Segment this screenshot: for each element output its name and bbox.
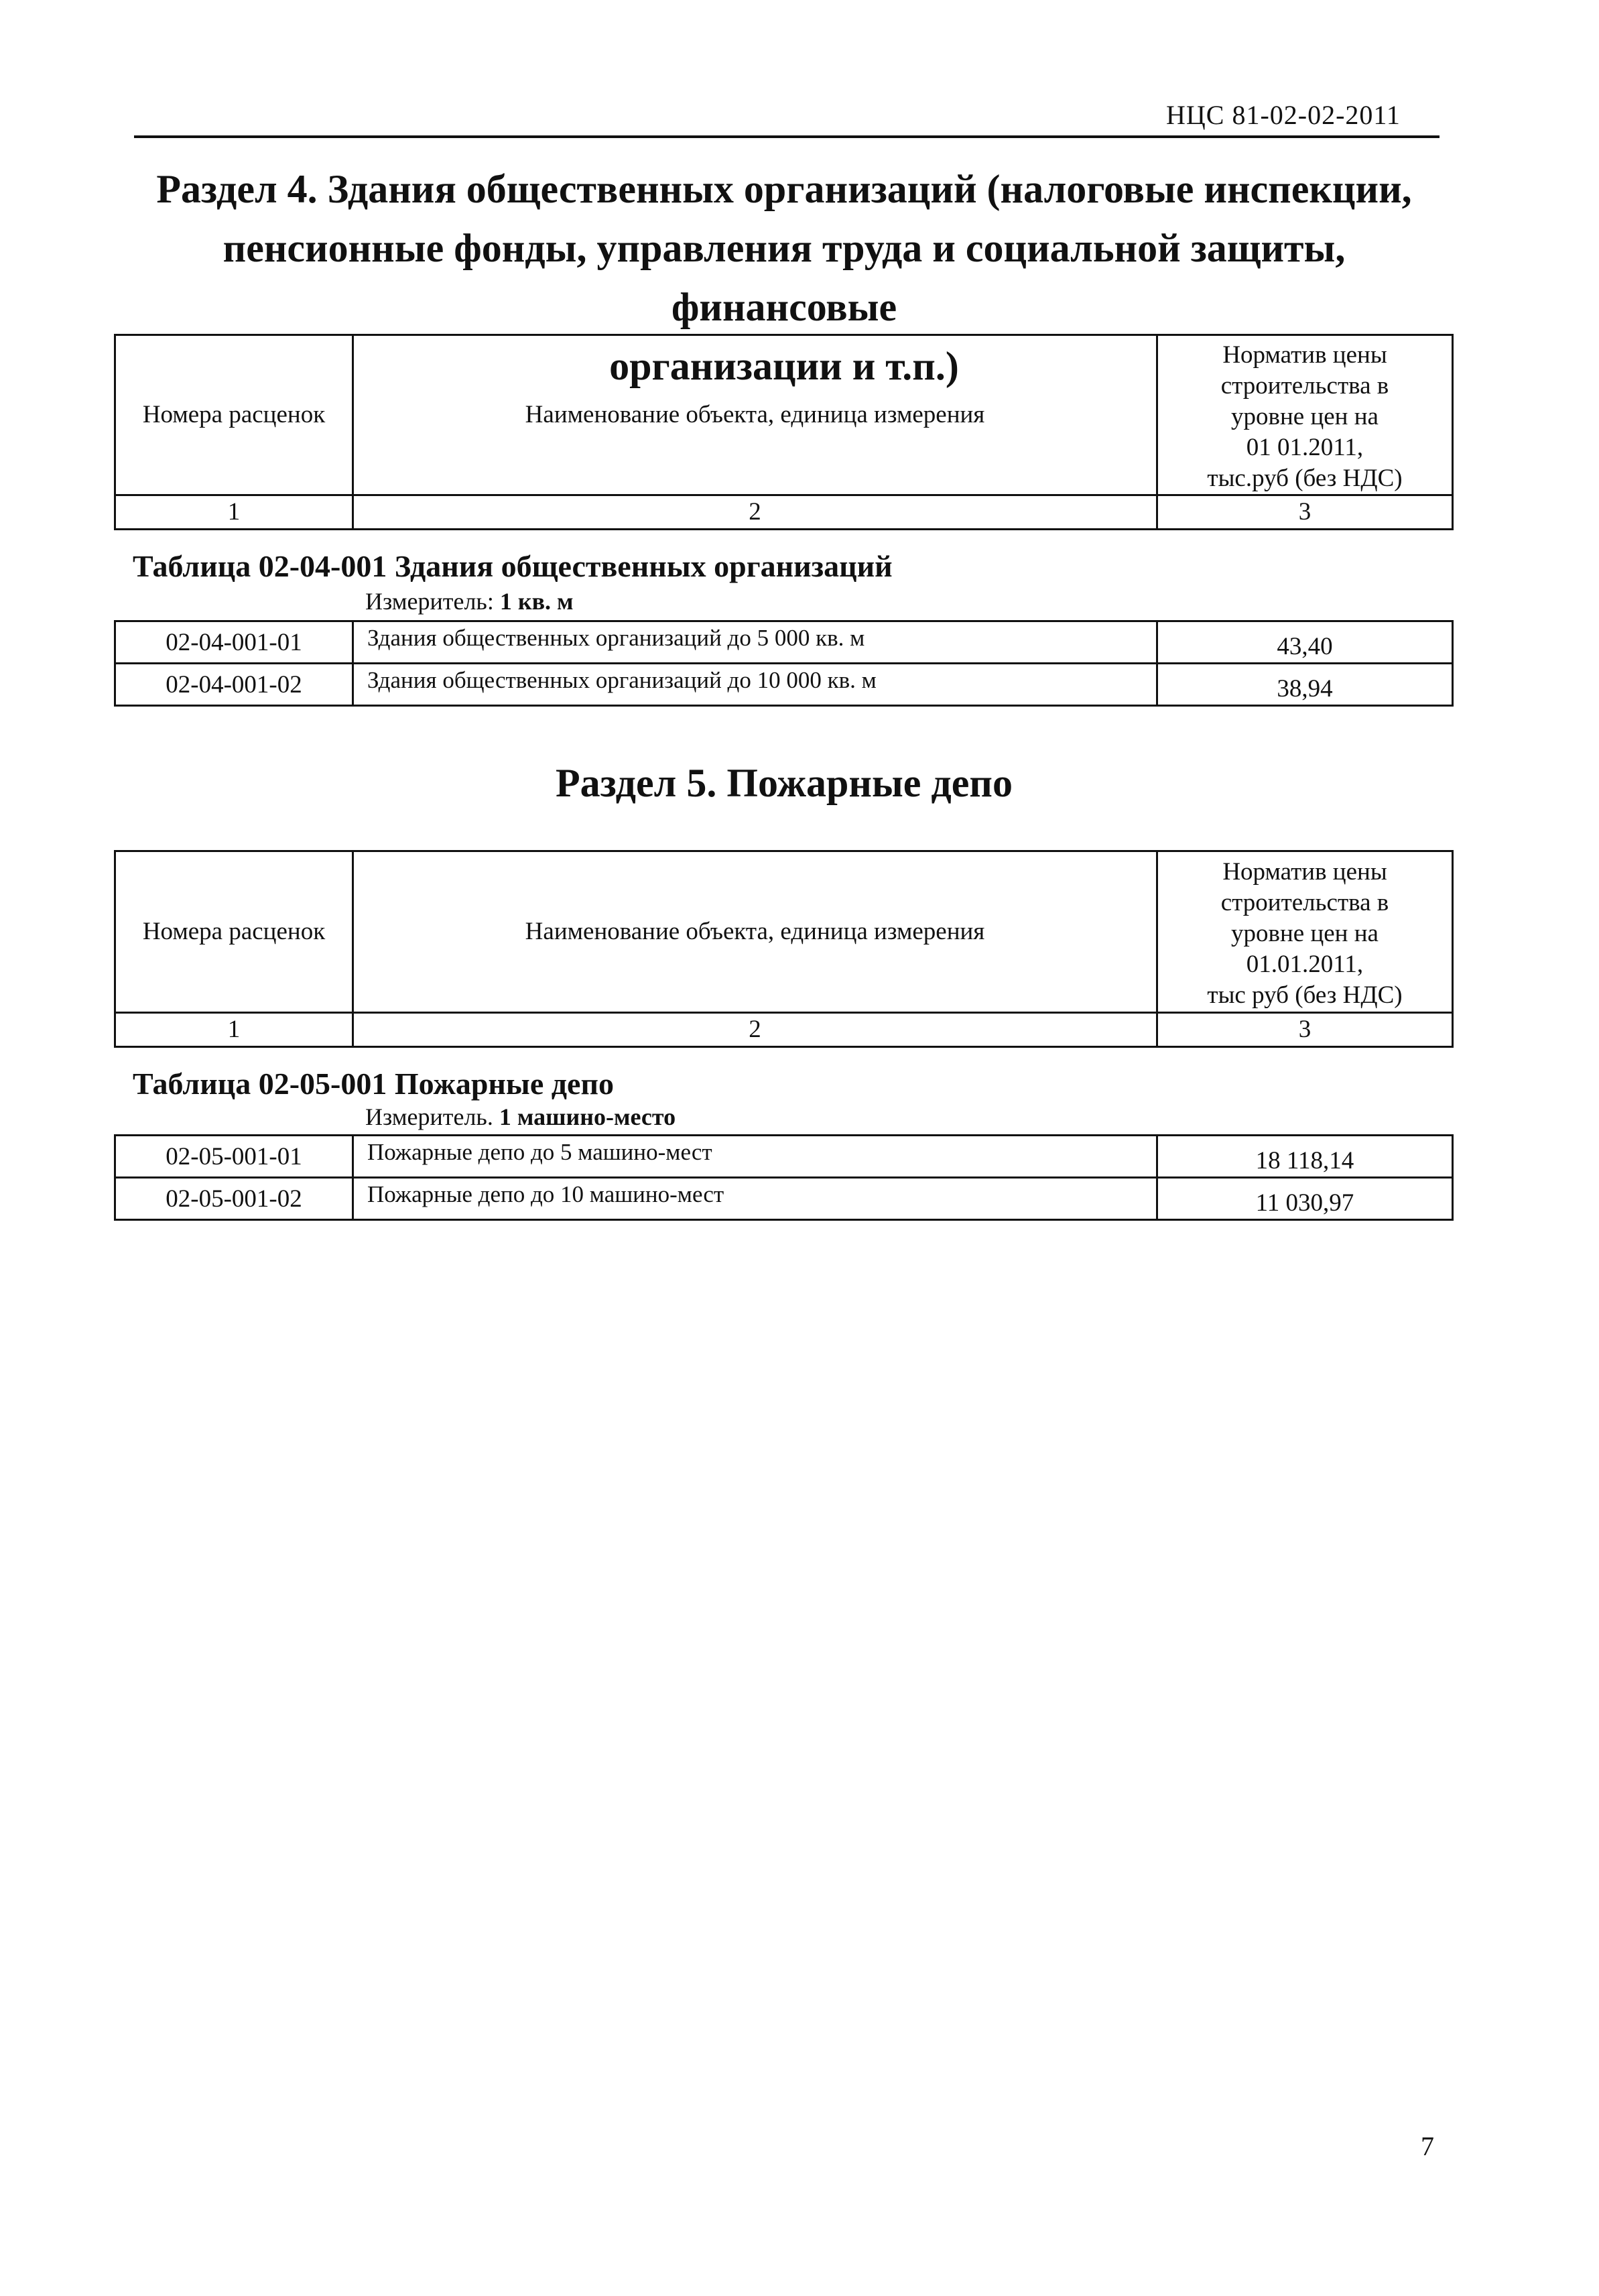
norm-line: уровне цен на <box>1231 920 1379 947</box>
row-value: 18 118,14 <box>1157 1136 1453 1178</box>
measure-value: 1 машино-место <box>499 1103 676 1130</box>
document-code: НЦС 81-02-02-2011 <box>1166 100 1401 130</box>
section-4-title-line-2: пенсионные фонды, управления труда и социальной защиты, финансовые <box>222 226 1346 329</box>
table-02-05-001 <box>114 1134 1454 1221</box>
row-value: 38,94 <box>1157 664 1453 706</box>
norm-line: Норматив цены <box>1222 858 1387 886</box>
column-number: 1 <box>115 1013 353 1047</box>
section-4-header-table <box>114 334 1454 530</box>
table-row <box>115 1178 1453 1220</box>
norm-line: 01 01.2011, <box>1246 434 1364 461</box>
row-code: 02-04-001-01 <box>115 621 353 664</box>
header-col-codes: Номера расценок <box>115 335 353 495</box>
column-number: 3 <box>1157 495 1453 530</box>
measure-value: 1 кв. м <box>499 588 574 615</box>
column-number: 2 <box>353 495 1157 530</box>
header-col-name: Наименование объекта, единица измерения <box>353 335 1157 495</box>
column-number-row <box>115 495 1453 530</box>
measure-unit <box>365 1103 676 1131</box>
section-4-title-line-1: Раздел 4. Здания общественных организаций (налоговые инспекции, <box>156 167 1412 211</box>
table-02-04-001 <box>114 620 1454 707</box>
norm-line: тыс.руб (без НДС) <box>1207 465 1403 492</box>
header-col-name: Наименование объекта, единица измерения <box>353 851 1157 1013</box>
header-row <box>115 851 1453 1013</box>
section-4-title-line-3: организации и т.п.) <box>609 344 959 388</box>
header-col-codes: Номера расценок <box>115 851 353 1013</box>
measure-label: Измеритель. <box>365 1103 493 1130</box>
header-row <box>115 335 1453 495</box>
table-row <box>115 1136 1453 1178</box>
header-col-norm <box>1157 851 1453 1013</box>
norm-line: уровне цен на <box>1231 403 1379 430</box>
table-02-05-001-title: Таблица 02-05-001 Пожарные депо <box>133 1067 614 1101</box>
table-row <box>115 664 1453 706</box>
header-col-norm <box>1157 335 1453 495</box>
row-name: Пожарные депо до 5 машино-мест <box>353 1136 1157 1178</box>
row-code: 02-05-001-02 <box>115 1178 353 1220</box>
page-number: 7 <box>1421 2131 1434 2161</box>
row-name: Здания общественных организаций до 10 000 кв. м <box>353 664 1157 706</box>
row-value: 11 030,97 <box>1157 1178 1453 1220</box>
norm-line: строительства в <box>1220 889 1389 916</box>
row-name: Здания общественных организаций до 5 000 кв. м <box>353 621 1157 664</box>
measure-label: Измеритель: <box>365 588 494 615</box>
norm-line: строительства в <box>1220 372 1389 400</box>
table-02-04-001-title: Таблица 02-04-001 Здания общественных организаций <box>133 549 893 583</box>
measure-unit <box>365 587 574 615</box>
table-row <box>115 621 1453 664</box>
row-name: Пожарные депо до 10 машино-мест <box>353 1178 1157 1220</box>
column-number-row <box>115 1013 1453 1047</box>
row-code: 02-05-001-01 <box>115 1136 353 1178</box>
section-5-title: Раздел 5. Пожарные депо <box>556 761 1013 805</box>
norm-line: тыс руб (без НДС) <box>1207 981 1403 1009</box>
norm-line: 01.01.2011, <box>1246 951 1364 978</box>
column-number: 1 <box>115 495 353 530</box>
header-rule <box>134 135 1440 138</box>
row-value: 43,40 <box>1157 621 1453 664</box>
column-number: 3 <box>1157 1013 1453 1047</box>
norm-line: Норматив цены <box>1222 341 1387 369</box>
column-number: 2 <box>353 1013 1157 1047</box>
section-5-header-table <box>114 850 1454 1048</box>
row-code: 02-04-001-02 <box>115 664 353 706</box>
